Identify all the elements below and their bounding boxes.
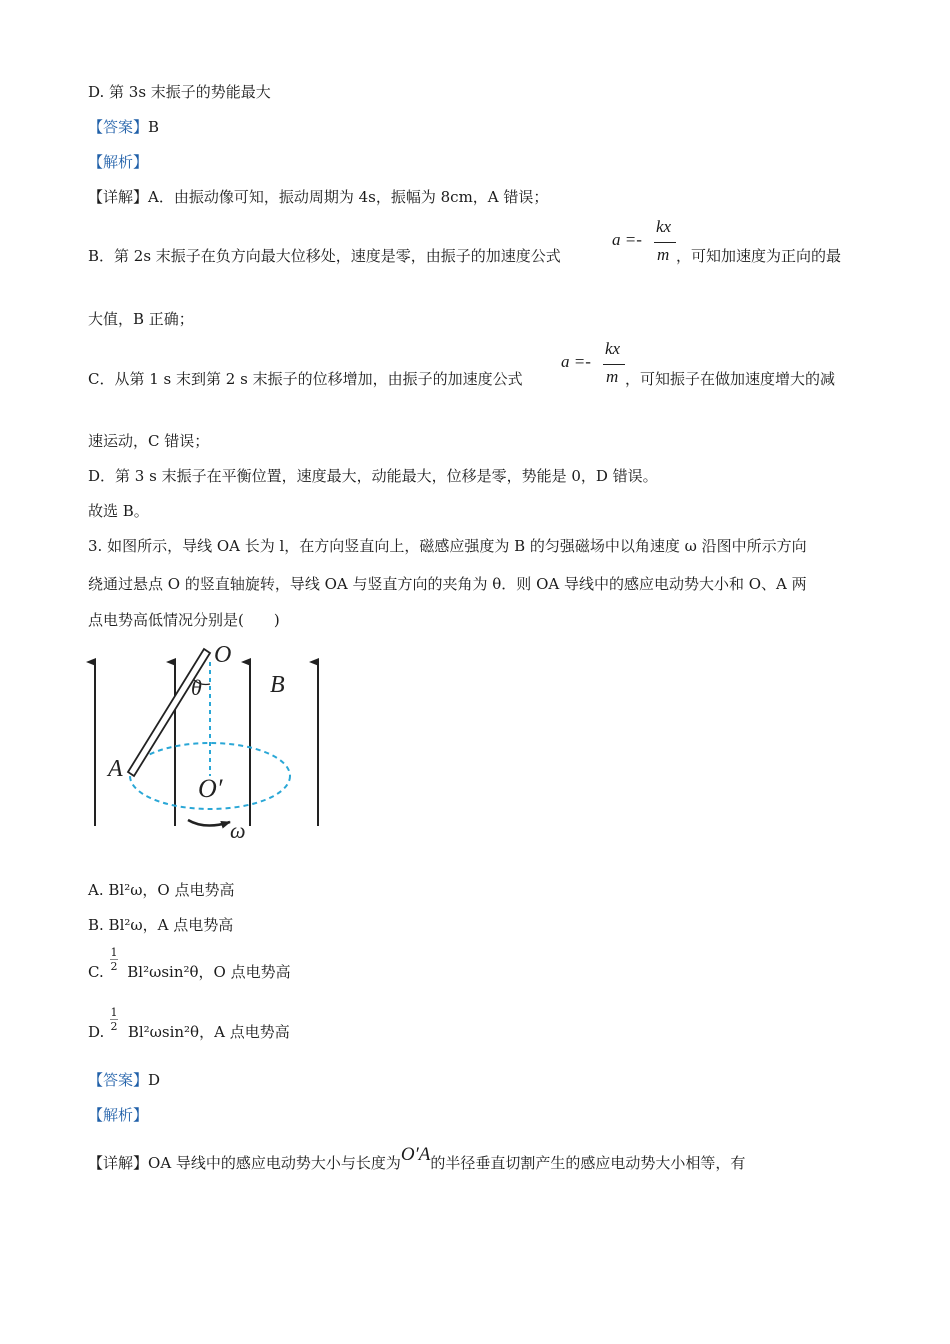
q3-option-b: B. Bl²ω，A 点电势高: [88, 916, 234, 934]
option-c-body: Bl²ωsin²θ，O 点电势高: [127, 963, 291, 981]
half-fraction: [108, 946, 120, 973]
formula-num: kx: [656, 217, 672, 236]
detail-b-text-1: B．第 2s 末振子在负方向最大位移处，速度是零，由振子的加速度公式: [88, 247, 561, 265]
option-d-prefix: D.: [88, 1023, 105, 1041]
q2-analysis-label: 【解析】: [88, 153, 149, 171]
formula-den: m: [606, 367, 619, 386]
q3-stem-line-3: 点电势高低情况分别是( ): [88, 611, 280, 629]
half-den: 2: [110, 1020, 118, 1033]
detail-segment: O′A: [400, 1144, 431, 1165]
label-o: O: [214, 642, 232, 668]
option-d-body: Bl²ωsin²θ，A 点电势高: [127, 1023, 290, 1041]
q3-option-a: A. Bl²ω，O 点电势高: [88, 881, 235, 899]
detail-c-text-2: ，可知振子在做加速度增大的减: [625, 370, 836, 388]
label-omega: ω: [230, 818, 246, 843]
half-num: 1: [110, 1006, 118, 1019]
q2-option-d: D. 第 3s 末振子的势能最大: [88, 83, 271, 101]
rotation-arrow: [188, 820, 230, 826]
formula-lhs: a =-: [612, 230, 642, 249]
q2-detail-a: [88, 187, 548, 207]
detail-a-text: A．由振动像可知，振动周期为 4s，振幅为 8cm，A 错误；: [148, 188, 549, 206]
q2-detail-b-cont: 大值，B 正确；: [88, 310, 194, 328]
q2-answer: [88, 117, 159, 137]
rotating-wire-figure: [80, 640, 340, 850]
q2-detail-b: [88, 246, 561, 266]
q2-conclusion: 故选 B。: [88, 502, 149, 520]
detail-text-1: OA 导线中的感应电动势大小与长度为: [148, 1154, 401, 1172]
answer-value: B: [148, 118, 160, 136]
half-fraction: [108, 1006, 120, 1033]
label-o-prime: O′: [198, 774, 223, 803]
detail-b-text-2: ，可知加速度为正向的最: [676, 247, 842, 265]
detail-text-2: 的半径垂直切割产生的感应电动势大小相等，有: [430, 1154, 746, 1172]
answer-label: 【答案】: [88, 118, 149, 136]
fraction-bar: [603, 364, 625, 365]
formula-acceleration-b: [612, 219, 676, 267]
detail-label: 【详解】: [88, 1154, 149, 1172]
q3-detail: [88, 1144, 746, 1173]
half-den: 2: [110, 960, 118, 973]
label-b: B: [270, 672, 285, 698]
q3-answer: [88, 1070, 160, 1090]
label-a: A: [108, 756, 123, 782]
half-num: 1: [110, 946, 118, 959]
formula-den: m: [657, 245, 670, 264]
detail-label: 【详解】: [88, 188, 149, 206]
q3-analysis-label: 【解析】: [88, 1106, 149, 1124]
q2-detail-c: [88, 369, 523, 389]
detail-c-text-1: C．从第 1 s 末到第 2 s 末振子的位移增加，由振子的加速度公式: [88, 370, 523, 388]
formula-num: kx: [605, 339, 621, 358]
answer-label: 【答案】: [88, 1071, 149, 1089]
fraction-bar: [654, 242, 676, 243]
q3-stem-line-2: 绕通过悬点 O 的竖直轴旋转，导线 OA 与竖直方向的夹角为 θ．则 OA 导线中的感应电动势大小和 O、A 两: [88, 575, 807, 593]
q3-stem-line-1: 3. 如图所示，导线 OA 长为 l，在方向竖直向上，磁感应强度为 B 的匀强磁场中以角速度 ω 沿图中所示方向: [88, 537, 807, 555]
q2-detail-d: D．第 3 s 末振子在平衡位置，速度最大，动能最大，位移是零，势能是 0，D 错误。: [88, 467, 658, 485]
wire-oa: [128, 649, 210, 776]
label-theta: θ: [191, 675, 202, 700]
option-c-prefix: C.: [88, 963, 104, 981]
formula-lhs: a =-: [561, 352, 591, 371]
answer-value: D: [148, 1071, 161, 1089]
formula-acceleration-c: [561, 341, 625, 389]
q2-detail-c-cont: 速运动，C 错误；: [88, 432, 210, 450]
